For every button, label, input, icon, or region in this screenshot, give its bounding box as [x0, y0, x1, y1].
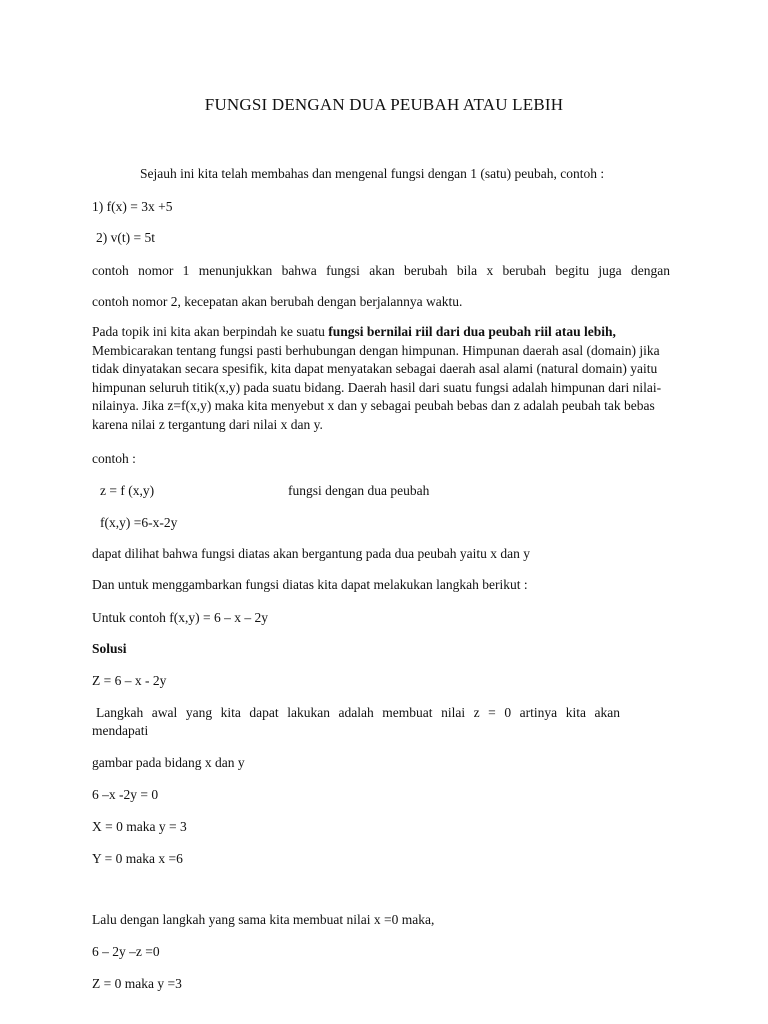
- z-definition: z = f (x,y): [100, 483, 155, 498]
- topic-paragraph: [92, 323, 672, 434]
- equation-z: Z = 6 – x - 2y: [92, 673, 167, 688]
- paragraph-lead: Pada topik ini kita akan berpindah ke suatu: [92, 324, 329, 339]
- equation-yz: 6 – 2y –z =0: [92, 944, 160, 959]
- equation-xy: 6 –x -2y = 0: [92, 787, 159, 802]
- f-definition: f(x,y) =6-x-2y: [100, 515, 178, 530]
- explanation-line-2: contoh nomor 2, kecepatan akan berubah dengan berjalannya waktu.: [92, 294, 463, 309]
- solution-heading: Solusi: [92, 641, 127, 656]
- step-1-line-1: Langkah awal yang kita dapat lakukan adalah membuat nilai z = 0 artinya kita akan: [96, 705, 620, 720]
- procedure-intro: Dan untuk menggambarkan fungsi diatas kita dapat melakukan langkah berikut :: [92, 577, 528, 592]
- equation-x0: X = 0 maka y = 3: [92, 819, 187, 834]
- page-title: FUNGSI DENGAN DUA PEUBAH ATAU LEBIH: [204, 95, 564, 114]
- step-1-line-2: mendapati: [92, 723, 149, 738]
- z-description: fungsi dengan dua peubah: [288, 483, 430, 498]
- step-2-line: Lalu dengan langkah yang sama kita membuat nilai x =0 maka,: [92, 912, 435, 927]
- intro-line: Sejauh ini kita telah membahas dan mengenal fungsi dengan 1 (satu) peubah, contoh :: [140, 166, 605, 181]
- equation-z0: Z = 0 maka y =3: [92, 976, 182, 991]
- explanation-line-1: contoh nomor 1 menunjukkan bahwa fungsi akan berubah bila x berubah begitu juga dengan: [92, 263, 670, 278]
- step-1-line-3: gambar pada bidang x dan y: [92, 755, 245, 770]
- example-1: 1) f(x) = 3x +5: [92, 199, 173, 214]
- paragraph-bold-phrase: fungsi bernilai riil dari dua peubah riil atau lebih,: [328, 324, 616, 339]
- example-2: 2) v(t) = 5t: [96, 230, 155, 245]
- contoh-label: contoh :: [92, 451, 136, 466]
- example-function: Untuk contoh f(x,y) = 6 – x – 2y: [92, 610, 268, 625]
- paragraph-body: Membicarakan tentang fungsi pasti berhubungan dengan himpunan. Himpunan daerah asal (domain) jika tidak dinyatakan secara spesifik, kita dapat menyatakan sebagai daerah asal alami (natural domain) yaitu himpunan seluruh titik(x,y) pada suatu bidang. Daerah hasil dari suatu fungsi adalah himpunan dari nilai-nilainya. Jika z=f(x,y) maka kita menyebut x dan y sebagai peubah bebas dan z adalah peubah tak bebas karena nilai z tergantung dari nilai x dan y.: [92, 342, 662, 432]
- equation-y0: Y = 0 maka x =6: [92, 851, 183, 866]
- observation-line: dapat dilihat bahwa fungsi diatas akan bergantung pada dua peubah yaitu x dan y: [92, 546, 530, 561]
